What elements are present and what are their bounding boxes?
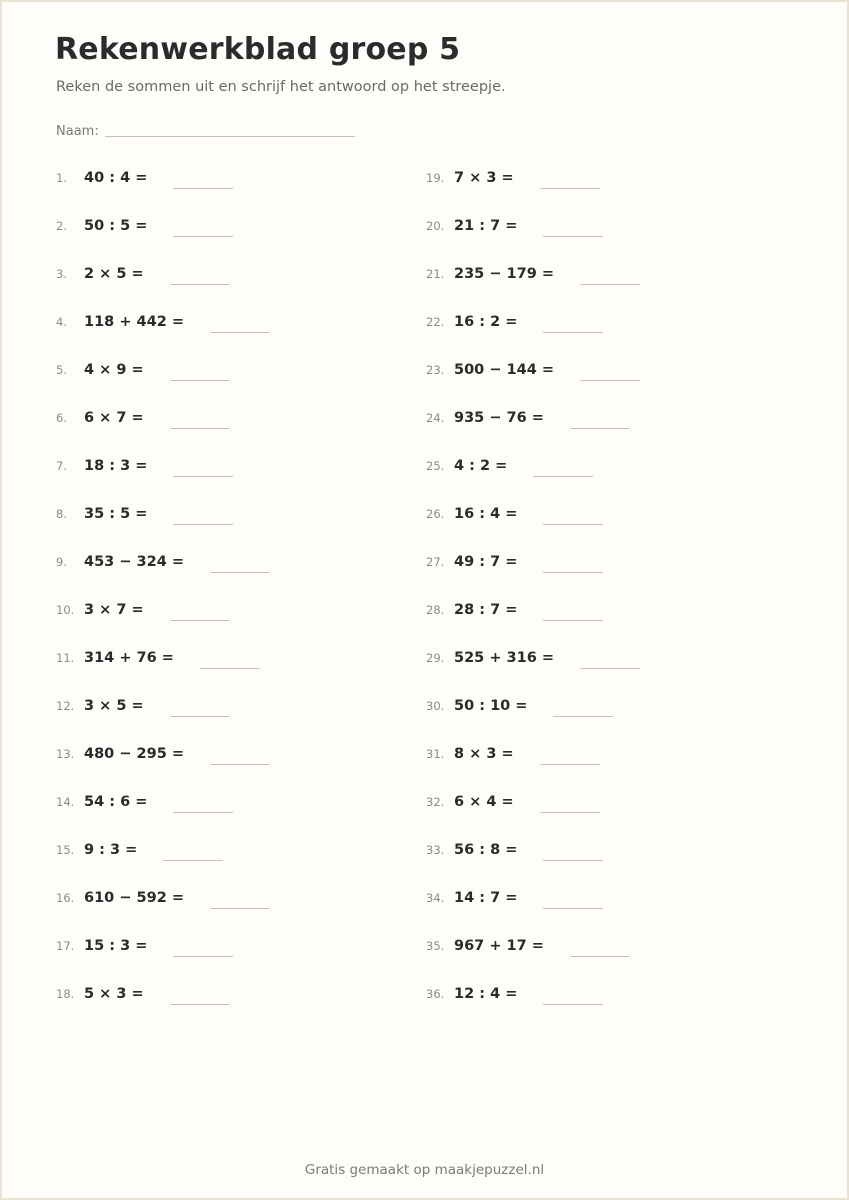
exercise-row [426, 970, 640, 1018]
exercise-number: 7. [56, 459, 67, 473]
exercise-row [56, 586, 270, 634]
exercise-number: 3. [56, 267, 67, 281]
exercise-expression: 50 : 5 = [84, 218, 148, 234]
exercise-number: 31. [426, 747, 445, 761]
answer-line[interactable] [210, 894, 270, 909]
exercise-expression: 56 : 8 = [454, 842, 518, 858]
exercise-expression: 2 × 5 = [84, 266, 144, 282]
exercise-row [426, 778, 640, 826]
exercise-row [426, 442, 640, 490]
answer-line[interactable] [553, 702, 613, 717]
exercise-expression: 500 − 144 = [454, 362, 554, 378]
exercise-number: 6. [56, 411, 67, 425]
answer-line[interactable] [210, 750, 270, 765]
exercise-row [56, 682, 270, 730]
exercise-expression: 7 × 3 = [454, 170, 514, 186]
name-row [56, 124, 355, 139]
answer-line[interactable] [533, 462, 593, 477]
exercise-row [56, 970, 270, 1018]
exercise-expression: 5 × 3 = [84, 986, 144, 1002]
exercise-number: 5. [56, 363, 67, 377]
exercise-expression: 6 × 4 = [454, 794, 514, 810]
exercise-row [426, 826, 640, 874]
answer-line[interactable] [580, 270, 640, 285]
exercise-expression: 9 : 3 = [84, 842, 138, 858]
exercise-row [426, 682, 640, 730]
exercise-expression: 4 × 9 = [84, 362, 144, 378]
name-answer-line[interactable] [105, 135, 355, 137]
exercise-number: 23. [426, 363, 445, 377]
exercise-row [56, 922, 270, 970]
exercise-expression: 16 : 4 = [454, 506, 518, 522]
exercise-number: 26. [426, 507, 445, 521]
answer-line[interactable] [163, 846, 223, 861]
exercise-row [426, 538, 640, 586]
exercise-number: 2. [56, 219, 67, 233]
answer-line[interactable] [200, 654, 260, 669]
page-title: Rekenwerkblad groep 5 [55, 32, 461, 67]
answer-line[interactable] [540, 798, 600, 813]
exercise-column-left [56, 154, 270, 1018]
exercise-expression: 235 − 179 = [454, 266, 554, 282]
exercise-expression: 4 : 2 = [454, 458, 508, 474]
exercise-number: 4. [56, 315, 67, 329]
answer-line[interactable] [580, 366, 640, 381]
exercise-row [56, 778, 270, 826]
exercise-number: 16. [56, 891, 75, 905]
exercise-row [426, 874, 640, 922]
exercise-row [426, 202, 640, 250]
answer-line[interactable] [173, 798, 233, 813]
exercise-row [56, 298, 270, 346]
exercise-row [56, 730, 270, 778]
exercise-expression: 35 : 5 = [84, 506, 148, 522]
exercise-expression: 314 + 76 = [84, 650, 174, 666]
exercise-expression: 3 × 7 = [84, 602, 144, 618]
exercise-number: 30. [426, 699, 445, 713]
exercise-number: 15. [56, 843, 75, 857]
exercise-row [426, 634, 640, 682]
exercise-row [56, 394, 270, 442]
exercise-row [56, 202, 270, 250]
answer-line[interactable] [210, 318, 270, 333]
exercise-row [56, 490, 270, 538]
exercise-number: 18. [56, 987, 75, 1001]
exercise-number: 10. [56, 603, 75, 617]
exercise-number: 1. [56, 171, 67, 185]
exercise-expression: 6 × 7 = [84, 410, 144, 426]
exercise-expression: 28 : 7 = [454, 602, 518, 618]
exercise-number: 22. [426, 315, 445, 329]
exercise-row [426, 346, 640, 394]
exercise-row [426, 490, 640, 538]
exercise-expression: 18 : 3 = [84, 458, 148, 474]
exercise-number: 9. [56, 555, 67, 569]
answer-line[interactable] [170, 270, 230, 285]
answer-line[interactable] [570, 414, 630, 429]
answer-line[interactable] [570, 942, 630, 957]
answer-line[interactable] [173, 510, 233, 525]
exercise-number: 11. [56, 651, 75, 665]
answer-line[interactable] [540, 750, 600, 765]
answer-line[interactable] [170, 606, 230, 621]
exercise-expression: 935 − 76 = [454, 410, 544, 426]
exercise-expression: 49 : 7 = [454, 554, 518, 570]
exercise-expression: 525 + 316 = [454, 650, 554, 666]
exercise-number: 32. [426, 795, 445, 809]
exercise-row [426, 394, 640, 442]
exercise-row [56, 538, 270, 586]
exercise-row [56, 346, 270, 394]
exercise-expression: 50 : 10 = [454, 698, 528, 714]
exercise-number: 24. [426, 411, 445, 425]
exercise-number: 28. [426, 603, 445, 617]
exercise-row [426, 586, 640, 634]
exercise-expression: 118 + 442 = [84, 314, 184, 330]
answer-line[interactable] [580, 654, 640, 669]
exercise-row [56, 250, 270, 298]
answer-line[interactable] [170, 366, 230, 381]
exercise-row [56, 442, 270, 490]
answer-line[interactable] [173, 942, 233, 957]
exercise-expression: 8 × 3 = [454, 746, 514, 762]
exercise-expression: 12 : 4 = [454, 986, 518, 1002]
exercise-expression: 21 : 7 = [454, 218, 518, 234]
answer-line[interactable] [543, 606, 603, 621]
exercise-row [426, 250, 640, 298]
exercise-number: 20. [426, 219, 445, 233]
answer-line[interactable] [170, 702, 230, 717]
exercise-expression: 453 − 324 = [84, 554, 184, 570]
exercise-column-right [426, 154, 640, 1018]
exercise-number: 17. [56, 939, 75, 953]
exercise-number: 14. [56, 795, 75, 809]
name-label: Naam: [56, 124, 99, 139]
instructions: Reken de sommen uit en schrijf het antwoord op het streepje. [56, 79, 506, 95]
answer-line[interactable] [173, 462, 233, 477]
exercise-number: 19. [426, 171, 445, 185]
answer-line[interactable] [543, 510, 603, 525]
exercise-row [426, 154, 640, 202]
exercise-number: 36. [426, 987, 445, 1001]
exercise-number: 21. [426, 267, 445, 281]
exercise-expression: 14 : 7 = [454, 890, 518, 906]
exercise-number: 27. [426, 555, 445, 569]
exercise-expression: 610 − 592 = [84, 890, 184, 906]
answer-line[interactable] [170, 414, 230, 429]
exercise-expression: 3 × 5 = [84, 698, 144, 714]
exercise-number: 8. [56, 507, 67, 521]
exercise-expression: 15 : 3 = [84, 938, 148, 954]
exercise-row [426, 922, 640, 970]
answer-line[interactable] [543, 318, 603, 333]
exercise-number: 33. [426, 843, 445, 857]
exercise-row [56, 826, 270, 874]
answer-line[interactable] [543, 222, 603, 237]
footer-credit: Gratis gemaakt op maakjepuzzel.nl [304, 1162, 545, 1178]
answer-line[interactable] [543, 990, 603, 1005]
exercise-number: 34. [426, 891, 445, 905]
exercise-row [426, 298, 640, 346]
exercise-number: 12. [56, 699, 75, 713]
answer-line[interactable] [543, 894, 603, 909]
exercise-row [56, 634, 270, 682]
exercise-expression: 480 − 295 = [84, 746, 184, 762]
answer-line[interactable] [210, 558, 270, 573]
exercise-row [56, 154, 270, 202]
exercise-number: 29. [426, 651, 445, 665]
exercise-number: 35. [426, 939, 445, 953]
exercise-row [426, 730, 640, 778]
exercise-number: 13. [56, 747, 75, 761]
answer-line[interactable] [173, 174, 233, 189]
answer-line[interactable] [543, 558, 603, 573]
exercise-expression: 16 : 2 = [454, 314, 518, 330]
exercise-number: 25. [426, 459, 445, 473]
answer-line[interactable] [173, 222, 233, 237]
answer-line[interactable] [170, 990, 230, 1005]
exercise-expression: 967 + 17 = [454, 938, 544, 954]
answer-line[interactable] [540, 174, 600, 189]
exercise-row [56, 874, 270, 922]
exercise-expression: 54 : 6 = [84, 794, 148, 810]
exercise-expression: 40 : 4 = [84, 170, 148, 186]
answer-line[interactable] [543, 846, 603, 861]
